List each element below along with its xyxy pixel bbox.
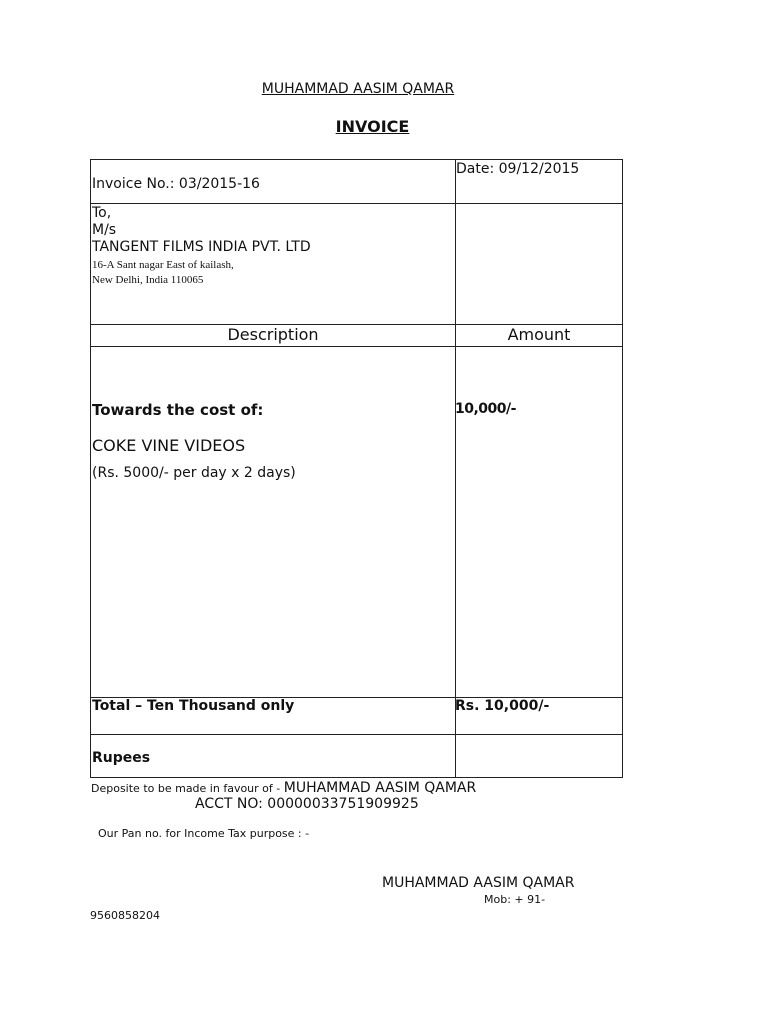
recipient-to: To, xyxy=(92,205,112,221)
item-name: COKE VINE VIDEOS xyxy=(92,436,246,455)
mobile-number: 9560858204 xyxy=(90,909,160,922)
total-amount: Rs. 10,000/- xyxy=(455,698,550,714)
invoice-table xyxy=(90,159,623,778)
total-in-words: Total – Ten Thousand only xyxy=(92,698,295,714)
item-detail: (Rs. 5000/- per day x 2 days) xyxy=(92,465,296,481)
row-divider xyxy=(91,203,622,204)
item-intro: Towards the cost of: xyxy=(92,401,264,419)
deposit-payee-name: MUHAMMAD AASIM QAMAR xyxy=(283,780,477,796)
rupees-label: Rupees xyxy=(92,750,151,766)
invoice-number: Invoice No.: 03/2015-16 xyxy=(92,176,260,192)
recipient-ms: M/s xyxy=(92,222,117,238)
item-amount: 10,000/- xyxy=(455,401,516,417)
column-divider xyxy=(455,160,456,777)
deposit-line xyxy=(91,777,476,796)
column-header-description: Description xyxy=(227,325,319,344)
recipient-address-line2: New Delhi, India 110065 xyxy=(92,274,204,286)
issuer-name-heading: MUHAMMAD AASIM QAMAR xyxy=(261,81,455,97)
row-divider xyxy=(91,734,622,735)
column-header-amount: Amount xyxy=(507,325,571,344)
invoice-title: INVOICE xyxy=(335,117,410,136)
signature-name: MUHAMMAD AASIM QAMAR xyxy=(382,875,575,891)
pan-note: Our Pan no. for Income Tax purpose : - xyxy=(98,827,310,840)
recipient-address-line1: 16-A Sant nagar East of kailash, xyxy=(92,259,234,271)
deposit-prefix: Deposite to be made in favour of - xyxy=(91,782,284,795)
account-number: ACCT NO: 00000033751909925 xyxy=(195,796,419,812)
row-divider xyxy=(91,346,622,347)
mobile-label: Mob: + 91- xyxy=(484,893,546,906)
invoice-date: Date: 09/12/2015 xyxy=(456,161,580,177)
recipient-company: TANGENT FILMS INDIA PVT. LTD xyxy=(92,239,311,255)
